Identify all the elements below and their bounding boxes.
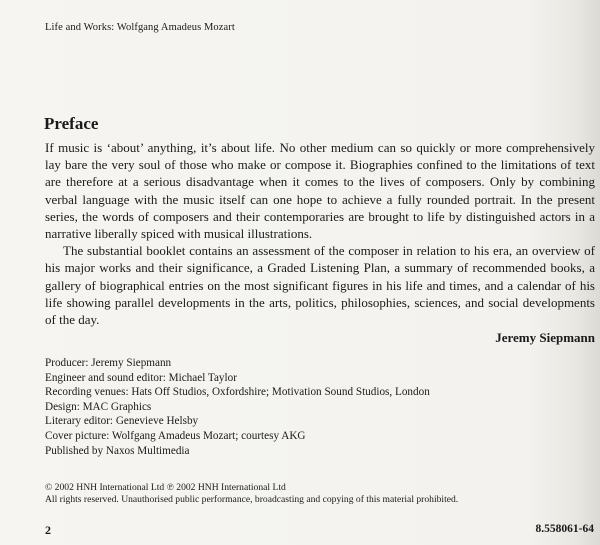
page-number: 2 <box>45 523 51 537</box>
preface-author: Jeremy Siepmann <box>495 330 595 345</box>
credit-cover-picture: Cover picture: Wolfgang Amadeus Mozart; courtesy AKG <box>45 429 306 442</box>
rights-line: All rights reserved. Unauthorised public performance, broadcasting and copying of this material prohibited. <box>45 494 459 506</box>
credit-publisher: Published by Naxos Multimedia <box>45 444 190 457</box>
preface-paragraph-2: The substantial booklet contains an assessment of the composer in relation to his era, an overview of his major works and their significance, a Graded Listening Plan, a summary of recommended books, a gallery of biographical entries on the most significant figures in his life and times, and a calendar of his life showing parallel developments in the arts, politics, philosophies, sciences, and social developments of the day. <box>45 243 595 328</box>
preface-paragraph-1: If music is ‘about’ anything, it’s about life. No other medium can so quickly or more comprehensively lay bare the very soul of those who make or compose it. Biographies confined to the limitations of text are therefore at a serious disadvantage when it comes to the lives of composers. Only by combining verbal language with the music itself can one hope to achieve a fully rounded portrait. In the present series, the words of composers and their contemporaries are brought to life by distinguished actors in a narrative liberally spiced with musical illustrations. <box>45 140 595 242</box>
credit-recording-venues: Recording venues: Hats Off Studios, Oxfordshire; Motivation Sound Studios, London <box>45 386 430 399</box>
copyright-notice <box>45 482 458 507</box>
credit-design: Design: MAC Graphics <box>45 400 152 413</box>
credits-list <box>45 356 430 458</box>
preface-title: Preface <box>44 114 99 133</box>
credit-engineer: Engineer and sound editor: Michael Taylor <box>45 371 237 384</box>
copyright-line: © 2002 HNH International Ltd ℗ 2002 HNH International Ltd <box>45 482 286 493</box>
credit-producer: Producer: Jeremy Siepmann <box>45 357 172 369</box>
running-head: Life and Works: Wolfgang Amadeus Mozart <box>45 22 235 33</box>
catalog-number: 8.558061-64 <box>535 523 594 535</box>
preface-body <box>45 139 595 328</box>
credit-literary-editor: Literary editor: Genevieve Helsby <box>45 415 199 428</box>
